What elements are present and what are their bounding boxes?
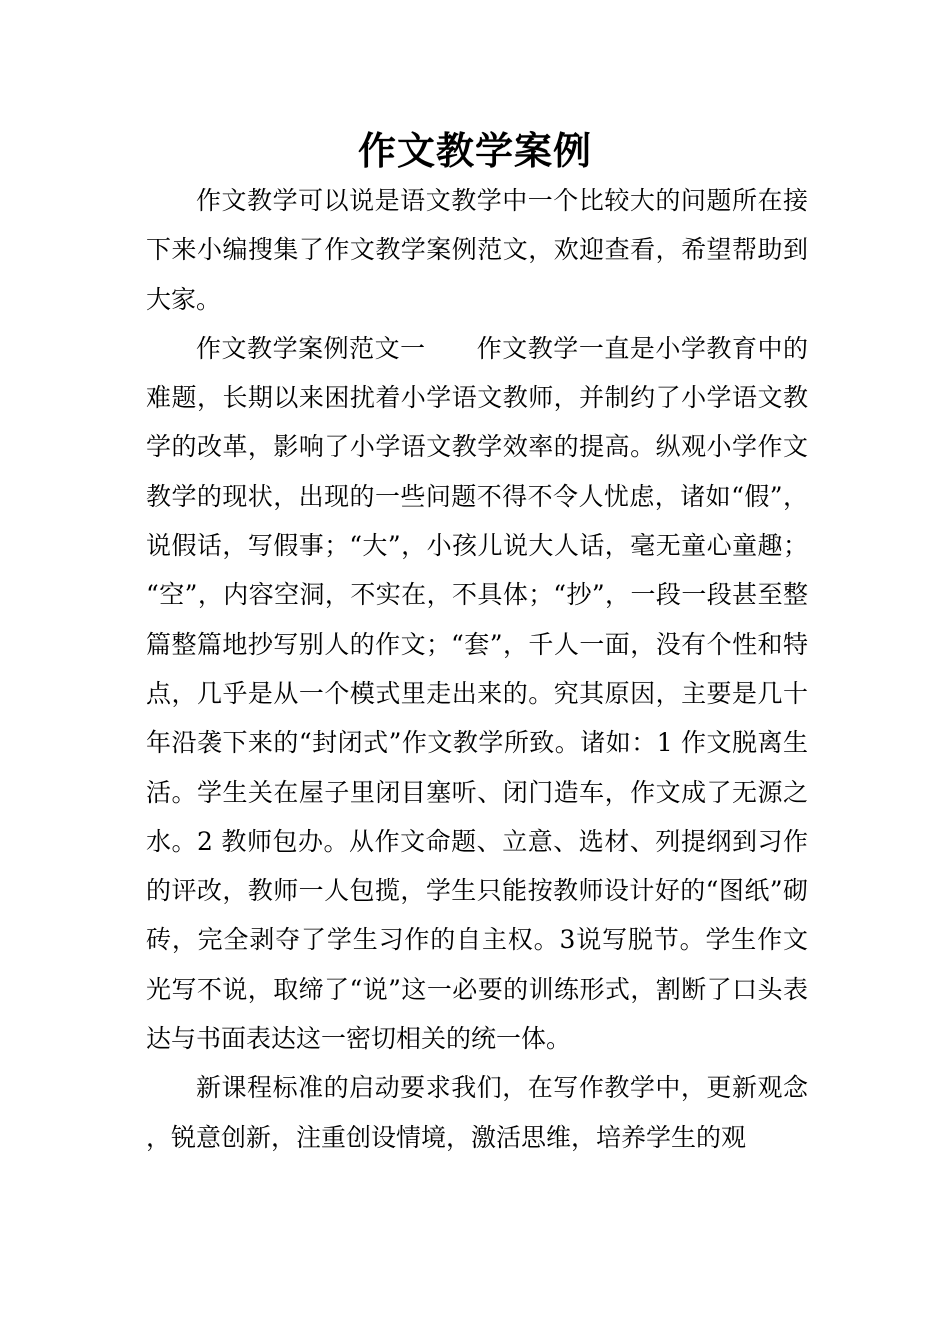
paragraph-intro: 作文教学可以说是语文教学中一个比较大的问题所在接下来小编搜集了作文教学案例范文，欢迎查看，希望帮助到大家。 [146,186,808,314]
document-body [146,176,808,1162]
paragraph-new-curriculum: 新课程标准的启动要求我们，在写作教学中，更新观念，锐意创新，注重创设情境，激活思维，培养学生的观 [146,1073,808,1152]
document-title: 作文教学案例 [357,128,592,173]
paragraph-example-one: 作文教学案例范文一 作文教学一直是小学教育中的难题，长期以来困扰着小学语文教师，并制约了小学语文教学的改革，影响了小学语文教学效率的提高。纵观小学作文教学的现状，出现的一些问题不得不令人忧虑，诸如“假”，说假话，写假事；“大”，小孩儿说大人话，毫无童心童趣；“空”，内容空洞，不实在，不具体；“抄”，一段一段甚至整篇整篇地抄写别人的作文；“套”，千人一面，没有个性和特点，几乎是从一个模式里走出来的。究其原因，主要是几十年沿袭下来的“封闭式”作文教学所致。诸如：1 作文脱离生活。学生关在屋子里闭目塞听、闭门造车，作文成了无源之水。2 教师包办。从作文命题、立意、选材、列提纲到习作的评改，教师一人包揽，学生只能按教师设计好的“图纸”砌砖，完全剥夺了学生习作的自主权。3说写脱节。学生作文光写不说，取缔了“说”这一必要的训练形式，割断了口头表达与书面表达这一密切相关的统一体。 [146,333,808,1054]
